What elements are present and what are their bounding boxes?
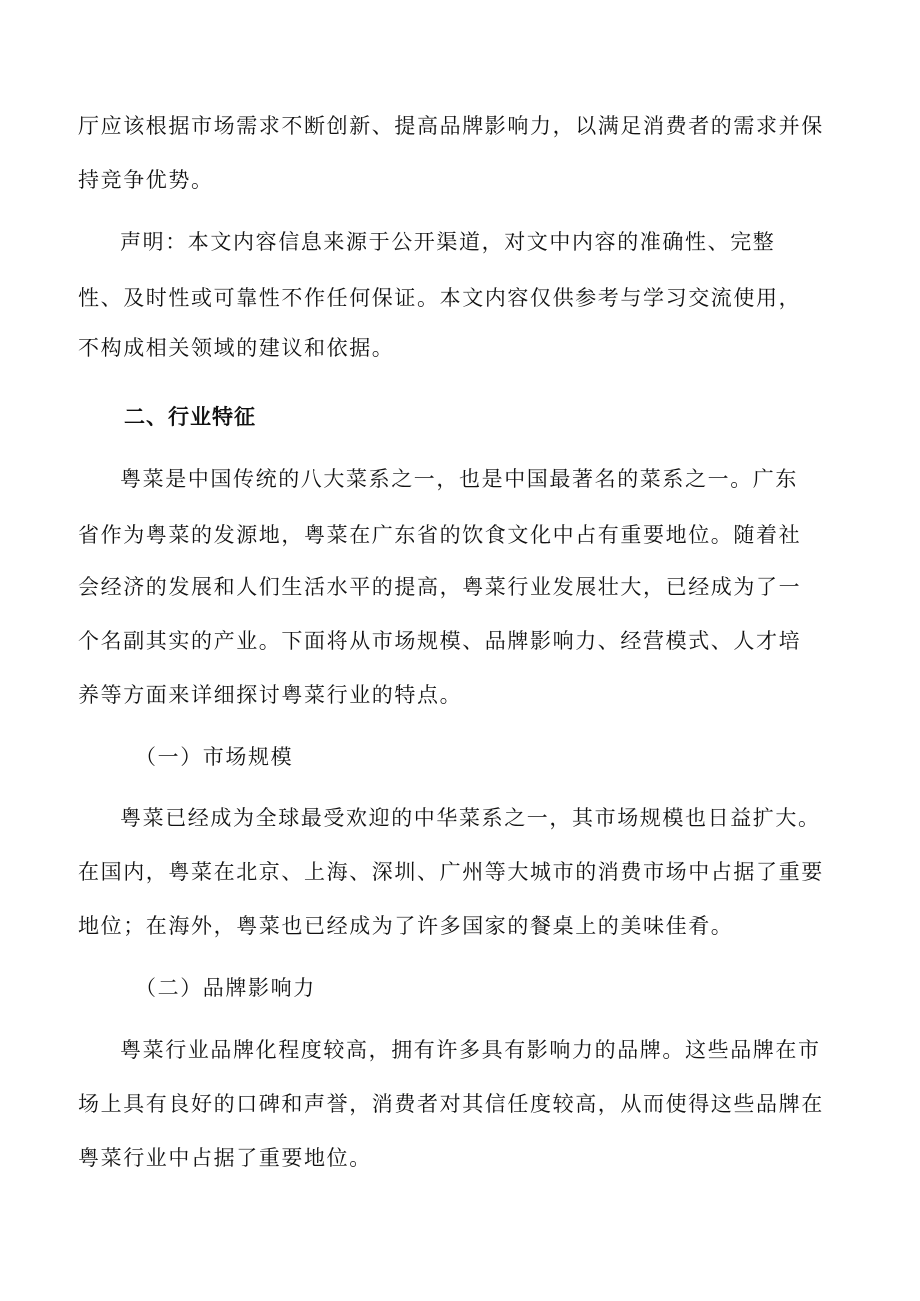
paragraph-line: 粤菜行业品牌化程度较高，拥有许多具有影响力的品牌。这些品牌在市 bbox=[120, 1038, 821, 1062]
paragraph-line: 省作为粤菜的发源地，粤菜在广东省的饮食文化中占有重要地位。随着社 bbox=[78, 523, 802, 547]
disclaimer-line: 声明：本文内容信息来源于公开渠道，对文中内容的准确性、完整 bbox=[120, 230, 776, 254]
paragraph-line: 个名副其实的产业。下面将从市场规模、品牌影响力、经营模式、人才培 bbox=[78, 629, 802, 653]
disclaimer-line: 不构成相关领域的建议和依据。 bbox=[78, 336, 395, 360]
paragraph-line: 在国内，粤菜在北京、上海、深圳、广州等大城市的消费市场中占据了重要 bbox=[78, 860, 824, 884]
paragraph-line: 会经济的发展和人们生活水平的提高，粤菜行业发展壮大，已经成为了一 bbox=[78, 575, 802, 599]
subsection-heading: （一）市场规模 bbox=[135, 745, 294, 769]
section-heading: 二、行业特征 bbox=[124, 405, 256, 429]
paragraph-line: 粤菜行业中占据了重要地位。 bbox=[78, 1146, 372, 1170]
paragraph-line: 地位；在海外，粤菜也已经成为了许多国家的餐桌上的美味佳肴。 bbox=[78, 914, 734, 938]
paragraph-line: 持竞争优势。 bbox=[78, 168, 214, 192]
paragraph-line: 场上具有良好的口碑和声誉，消费者对其信任度较高，从而使得这些品牌在 bbox=[78, 1092, 824, 1116]
paragraph-line: 粤菜已经成为全球最受欢迎的中华菜系之一，其市场规模也日益扩大。 bbox=[120, 806, 821, 830]
disclaimer-line: 性、及时性或可靠性不作任何保证。本文内容仅供参考与学习交流使用， bbox=[78, 286, 802, 310]
paragraph-line: 粤菜是中国传统的八大菜系之一，也是中国最著名的菜系之一。广东 bbox=[120, 467, 798, 491]
paragraph-line: 厅应该根据市场需求不断创新、提高品牌影响力，以满足消费者的需求并保 bbox=[78, 114, 824, 138]
paragraph-line: 养等方面来详细探讨粤菜行业的特点。 bbox=[78, 683, 463, 707]
subsection-heading: （二）品牌影响力 bbox=[135, 976, 316, 1000]
